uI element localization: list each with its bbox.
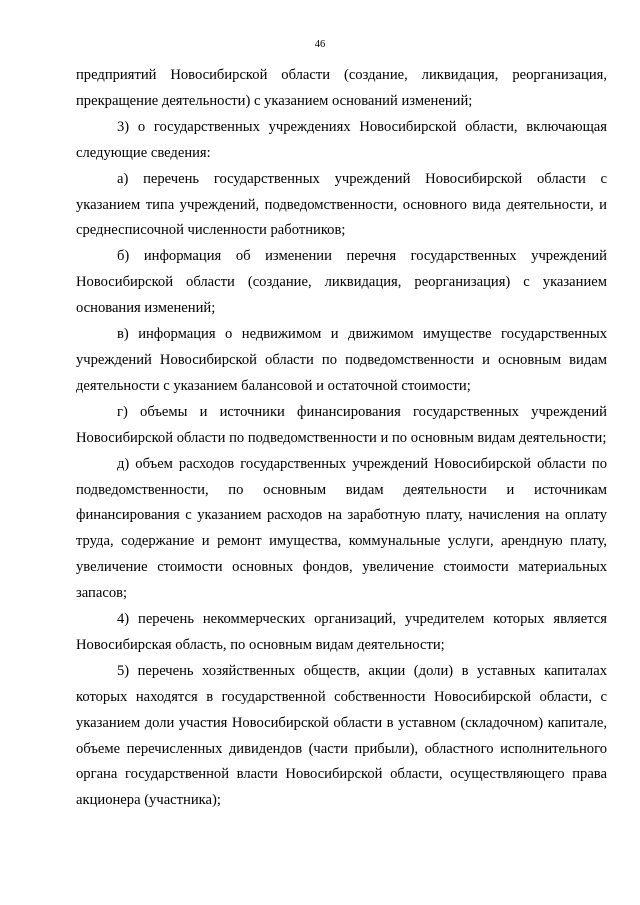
- paragraph-item-3b: б) информация об изменении перечня государственных учреждений Новосибирской области (создание, ликвидация, реорганизация) с указанием основания изменений;: [76, 248, 607, 317]
- paragraph-item-3d: д) объем расходов государственных учреждений Новосибирской области по подведомственности, по основным видам деятельности и источникам финансирования с указанием расходов на заработную плату, начисления на оплату труда, содержание и ремонт имущества, коммунальные услуги, арендную плату, увеличение стоимости основных фондов, увеличение стоимости материальных запасов;: [76, 455, 607, 602]
- paragraph-item-4: 4) перечень некоммерческих организаций, учредителем которых является Новосибирская область, по основным видам деятельности;: [76, 611, 607, 653]
- paragraph-item-3g: г) объемы и источники финансирования государственных учреждений Новосибирской области по подведомственности и по основным видам деятельности;: [76, 403, 607, 446]
- page-number: 46: [314, 39, 326, 50]
- paragraph-item-3: 3) о государственных учреждениях Новосибирской области, включающая следующие сведения:: [76, 118, 607, 161]
- paragraph-continuation: предприятий Новосибирской области (создание, ликвидация, реорганизация, прекращение деятельности) с указанием оснований изменений;: [76, 67, 607, 109]
- document-body: [76, 63, 607, 814]
- paragraph-item-3v: в) информация о недвижимом и движимом имуществе государственных учреждений Новосибирской области по подведомственности и основным видам деятельности с указанием балансовой и остаточной стоимости;: [76, 326, 607, 394]
- paragraph-item-5: 5) перечень хозяйственных обществ, акции (доли) в уставных капиталах которых находятся в государственной собственности Новосибирской области, с указанием доли участия Новосибирской области в уставном (складочном) капитале, объеме перечисленных дивидендов (части прибыли), областного исполнительного органа государственной власти Новосибирской области, осуществляющего права акционера (участника);: [76, 662, 607, 809]
- paragraph-item-3a: а) перечень государственных учреждений Новосибирской области с указанием типа учреждений, подведомственности, основного вида деятельности, и среднесписочной численности работников;: [76, 170, 607, 239]
